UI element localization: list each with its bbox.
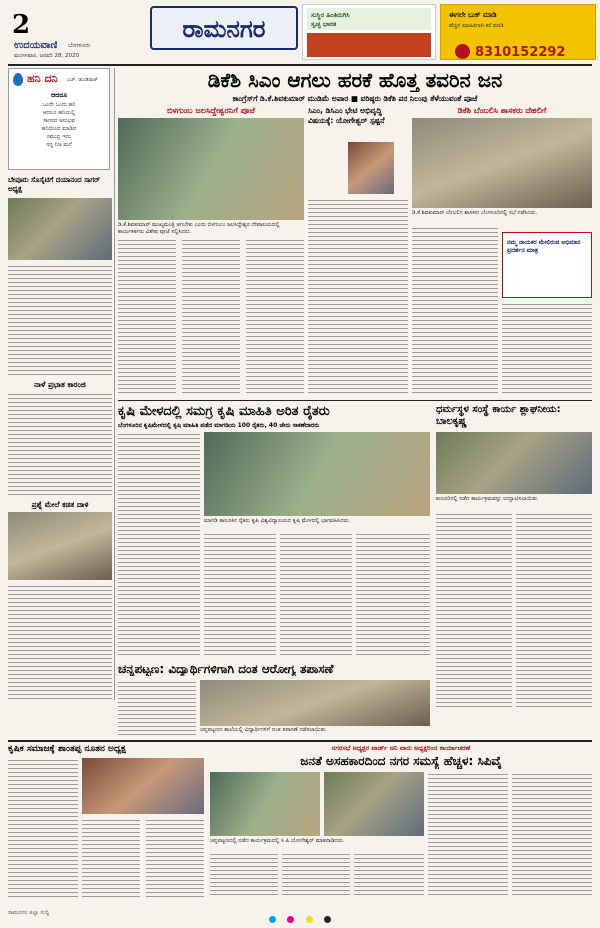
- dharma-text-col2: [516, 512, 592, 708]
- left-story-2-headline: ನಾಳೆ ಪ್ರಭಾತ ಕಾರಂಜಿ: [34, 380, 86, 389]
- paper-name: ಉದಯವಾಣಿ: [14, 40, 58, 51]
- lead-subhead: ಕಾಂಗ್ರೆಸ್‌ಗೆ ಡಿ.ಕೆ.ಶಿವಕುಮಾರ್ ಮುಡಿಮೆ ಅಪಾರ ■ ವರಿಷ್ಠರು ಡಿಕೆಶಿ ಪರ ನಿಲುವು ತೆಳೆಯುವಂತೆ ಪೂಜೆ: [232, 94, 478, 103]
- bottom-text-col1: [210, 852, 278, 898]
- bottom-left-headline: ಕೃಷಿಕ ಸಮಾಜಕ್ಕೆ ಶಾಂತಪ್ಪ ನೂತನ ಅಧ್ಯಕ್ಷ: [8, 744, 126, 754]
- channapatna-headline: ಚನ್ನಪಟ್ಟಣ: ವಿದ್ಯಾರ್ಥಿಗಳಿಗಾಗಿ ದಂತ ಆರೋಗ್ಯ ತಪಾಸಣೆ: [118, 662, 334, 676]
- section-title: ರಾಮನಗರ: [182, 15, 266, 43]
- mid-rule-1: [118, 400, 592, 401]
- ad2-phone: 8310152292: [475, 45, 566, 60]
- page-number: 2: [12, 10, 31, 40]
- dharma-text-col1: [436, 512, 512, 708]
- lead-kicker: ಬಿಳಗುಂಬ ಜಲಸಿದ್ದೇಶ್ವರನಿಗೆ ಪೂಜೆ: [167, 106, 255, 115]
- masthead: [0, 0, 600, 64]
- advertisement-booking: [440, 4, 596, 60]
- lead-photo-caption: ಡಿ.ಕೆ.ಶಿವಕುಮಾರ್ ಮುಖ್ಯಮಂತ್ರಿ ಆಗಬೇಕು ಎಂದು ಬಿಳಗುಂಬ ಜಲಸಿದ್ದೇಶ್ವರ ದೇವಾಲಯದಲ್ಲಿ ಕಾರ್ಯಕರ್ತರು ವಿಶೇಷ ಪೂಜೆ ಸಲ್ಲಿಸಿದರು.: [118, 222, 280, 235]
- phone-icon: [455, 44, 470, 59]
- lead-text-col3: [246, 238, 304, 396]
- bottom-text-col4: [428, 772, 508, 898]
- agri-text-col3: [280, 532, 352, 656]
- footer-registration-marks: [0, 908, 600, 922]
- hani-dani-title: ಹನಿ ದನಿ: [27, 72, 58, 85]
- left-story-3-headline: ಪ್ರಶ್ನೆ ಮೇಲೆ ಕಡತ ದಾಳಿ: [31, 500, 89, 509]
- left-story-1-photo: [8, 198, 112, 260]
- ad-orange-box: [307, 33, 431, 57]
- registration-dot-yellow: [306, 916, 313, 923]
- bottom-text-col2: [282, 852, 350, 898]
- left-story-3-text: [8, 584, 112, 700]
- poem-line: ಹನಿಯಿಂದ ಮಾಡಿದ: [41, 126, 77, 132]
- agri-caption: ಮಾಗಡಿ ತಾಲೂಕಿನ ರೈತರು ಕೃಷಿ ವಿಶ್ವವಿದ್ಯಾಲಯದ ಕೃಷಿ ಮೇಳದಲ್ಲಿ ಭಾಗವಹಿಸಿದರು.: [204, 518, 351, 524]
- bottom-caption: ಚನ್ನಪಟ್ಟಣದಲ್ಲಿ ನಡೆದ ಕಾರ್ಯಕ್ರಮದಲ್ಲಿ ಸಿ.ಪಿ.ಯೋಗೇಶ್ವರ್ ಮಾತನಾಡಿದರು.: [210, 838, 345, 844]
- poem-line: ಸಾಗರದ ಅನುಭವ: [43, 118, 75, 124]
- bottom-photo: [210, 772, 320, 836]
- dharma-headline: ಧರ್ಮಸ್ಥಳ ಸಂಸ್ಥೆ ಕಾರ್ಯ ಶ್ಲಾಘನೀಯ: ಬಾಲಕೃಷ್ಣ: [436, 404, 561, 427]
- bottom-left-photo: [82, 758, 204, 814]
- agri-photo: [204, 432, 430, 516]
- ad1-line1: ಸುಸ್ಥಿರ ಹಿಂತಿರುಗಿಸಿ: [311, 11, 350, 19]
- bottom-rule: [8, 740, 592, 742]
- agri-text-col4: [356, 532, 430, 656]
- bottom-left-text-col1: [8, 758, 78, 898]
- ad1-line2: ಸ್ವಚ್ಛ ಭಾರತ: [311, 20, 337, 28]
- date-line: ಮಂಗಳವಾರ, ಜನವರಿ 28, 2020: [14, 53, 79, 59]
- agri-headline: ಕೃಷಿ ಮೇಳದಲ್ಲಿ ಸಮಗ್ರ ಕೃಷಿ ಮಾಹಿತಿ ಅರಿತ ರೈತರು: [118, 404, 330, 419]
- hani-dani-box: [8, 68, 110, 170]
- lead-headline: ಡಿಕೆಶಿ ಸಿಎಂ ಆಗಲು ಹರಕೆ ಹೊತ್ತ ತವರಿನ ಜನ: [207, 68, 503, 92]
- lead-side-text: [308, 198, 408, 396]
- masthead-rule: [8, 64, 592, 66]
- bottom-main-headline: ಜನತೆ ಅಸಹಕಾರದಿಂದ ನಗರ ಸಮಸ್ಯೆ ಹೆಚ್ಚಳ: ಸಿಪಿವೈ: [300, 754, 502, 768]
- channapatna-caption: ಚನ್ನಪಟ್ಟಣದ ಶಾಲೆಯಲ್ಲಿ ವಿದ್ಯಾರ್ಥಿಗಳಿಗೆ ದಂತ ತಪಾಸಣೆ ನಡೆಸಲಾಯಿತು.: [200, 727, 327, 733]
- lead-right-text-2: [502, 302, 592, 396]
- registration-dot-cyan: [269, 916, 276, 923]
- edition: ಬೆಂಗಳೂರು: [68, 42, 91, 49]
- poem-body: [9, 101, 109, 149]
- quote-text: ನಮ್ಮ ನಾಯಕರ ಮೇಲಿರುವ ಅಭಿಮಾನ ಪ್ರದರ್ಶನ ಮಾತ್ರ: [507, 239, 581, 254]
- poem-line: ನನ್ನ ನಿಜ ಮನೆ: [46, 142, 72, 148]
- ad2-note: ಹೆಚ್ಚಿನ ಮಾಹಿತಿಗಾಗಿ ಕರೆ ಮಾಡಿ: [449, 23, 504, 29]
- bottom-photo-2: [324, 772, 424, 836]
- mla-portrait: [348, 142, 394, 194]
- bottom-left-text-col3: [146, 818, 204, 898]
- poem-line: ಆದರೂ ಹನಿಯಲ್ಲಿ: [42, 110, 76, 116]
- hani-dani-byline: ಎಚ್. ಡುಂಡಿರಾಜ್: [67, 77, 98, 83]
- dharma-photo: [436, 432, 592, 494]
- lead-right-caption: ಡಿ.ಕೆ.ಶಿವಕುಮಾರ್ ಬೆಂಬಲಿಗ ಶಾಸಕರು ಬೆಂಗಳೂರಿನಲ್ಲಿ ಸಭೆ ನಡೆಸಿದರು.: [412, 210, 538, 216]
- agri-subhead: ಬೆಂಗಳೂರಿನ ಕೃಷಿಮೇಳದಲ್ಲಿ ಕೃಷಿ ಮಾಹಿತಿ ಪಡೆದ ಮಾಗಡಿಯ 100 ರೈತರು, 40 ಜೇನು ಸಾಕಣೆದಾರರು: [118, 422, 320, 429]
- left-column-rule: [114, 68, 115, 700]
- lead-right-headline: ಡಿಕೆಶಿ ಬೆಂಬಲಿಸಿ ಶಾಸಕರು ದೆಹಲಿಗೆ: [457, 106, 547, 115]
- lead-right-text: [412, 226, 498, 396]
- dharma-caption: ಕುದೂರಿನಲ್ಲಿ ನಡೆದ ಕಾರ್ಯಕ್ರಮವನ್ನು ಉದ್ಘಾಟಿಸಲಾಯಿತು.: [436, 496, 539, 502]
- left-story-3-photo: [8, 512, 112, 580]
- left-story-2-text: [8, 392, 112, 496]
- advertisement-recycle: [302, 4, 436, 60]
- agri-text-col2: [204, 532, 276, 656]
- bottom-left-text-col2: [82, 818, 140, 898]
- registration-dot-magenta: [287, 916, 294, 923]
- lead-photo: [118, 118, 304, 220]
- bottom-text-col3: [354, 852, 424, 898]
- bottom-text-col5: [512, 772, 592, 898]
- ad2-title: ಈಗಲೇ ಬುಕ್ ಮಾಡಿ: [449, 11, 497, 19]
- left-story-1-text: [8, 264, 112, 376]
- lead-text-col1: [118, 238, 176, 396]
- left-story-1-headline: ಬೇವೂರು ಸೊಸೈಟಿಗೆ ದಯಾನಂದ ಸಾಗರ್ ಅಧ್ಯಕ್ಷ: [8, 176, 101, 193]
- registration-dot-black: [324, 916, 331, 923]
- lead-right-photo: [412, 118, 592, 208]
- channapatna-text-col1: [118, 680, 196, 736]
- poem-line: ಸಮುದ್ರ ಇದು: [46, 134, 72, 140]
- lead-side-headline: ಸಿಎಂ, ಡಿಸಿಎಂ ಭೇಟಿ ಅಭಿವೃದ್ಧಿ ವಿಷಯಕ್ಕೆ: ಯೋಗೇಶ್ವರ್ ಸ್ಪಷ್ಟನೆ: [308, 106, 385, 125]
- bottom-banner: ನಗರಸಭೆ ಅಧ್ಯಕ್ಷರ ವಾರ್ಡ್ ಅನಿ ವಾರು ಅಧ್ಯಕ್ಷರಿಂದ ಕಾರ್ಯಾಚರಣೆ: [331, 744, 471, 752]
- poem-line: ಒಂದೇ ಒಂದು ಹನಿ: [42, 102, 76, 108]
- drop-icon: [13, 73, 23, 86]
- quote-box: [502, 232, 592, 298]
- channapatna-photo: [200, 680, 430, 726]
- footer-dateline: ರಾಮನಗರ ಜಿಲ್ಲಾ ಸುದ್ದಿ: [8, 910, 50, 916]
- section-title-box: [150, 6, 298, 50]
- lead-text-col2: [182, 238, 240, 396]
- agri-text-col1: [118, 432, 200, 656]
- poem-title: ಆದರೂ: [50, 91, 68, 99]
